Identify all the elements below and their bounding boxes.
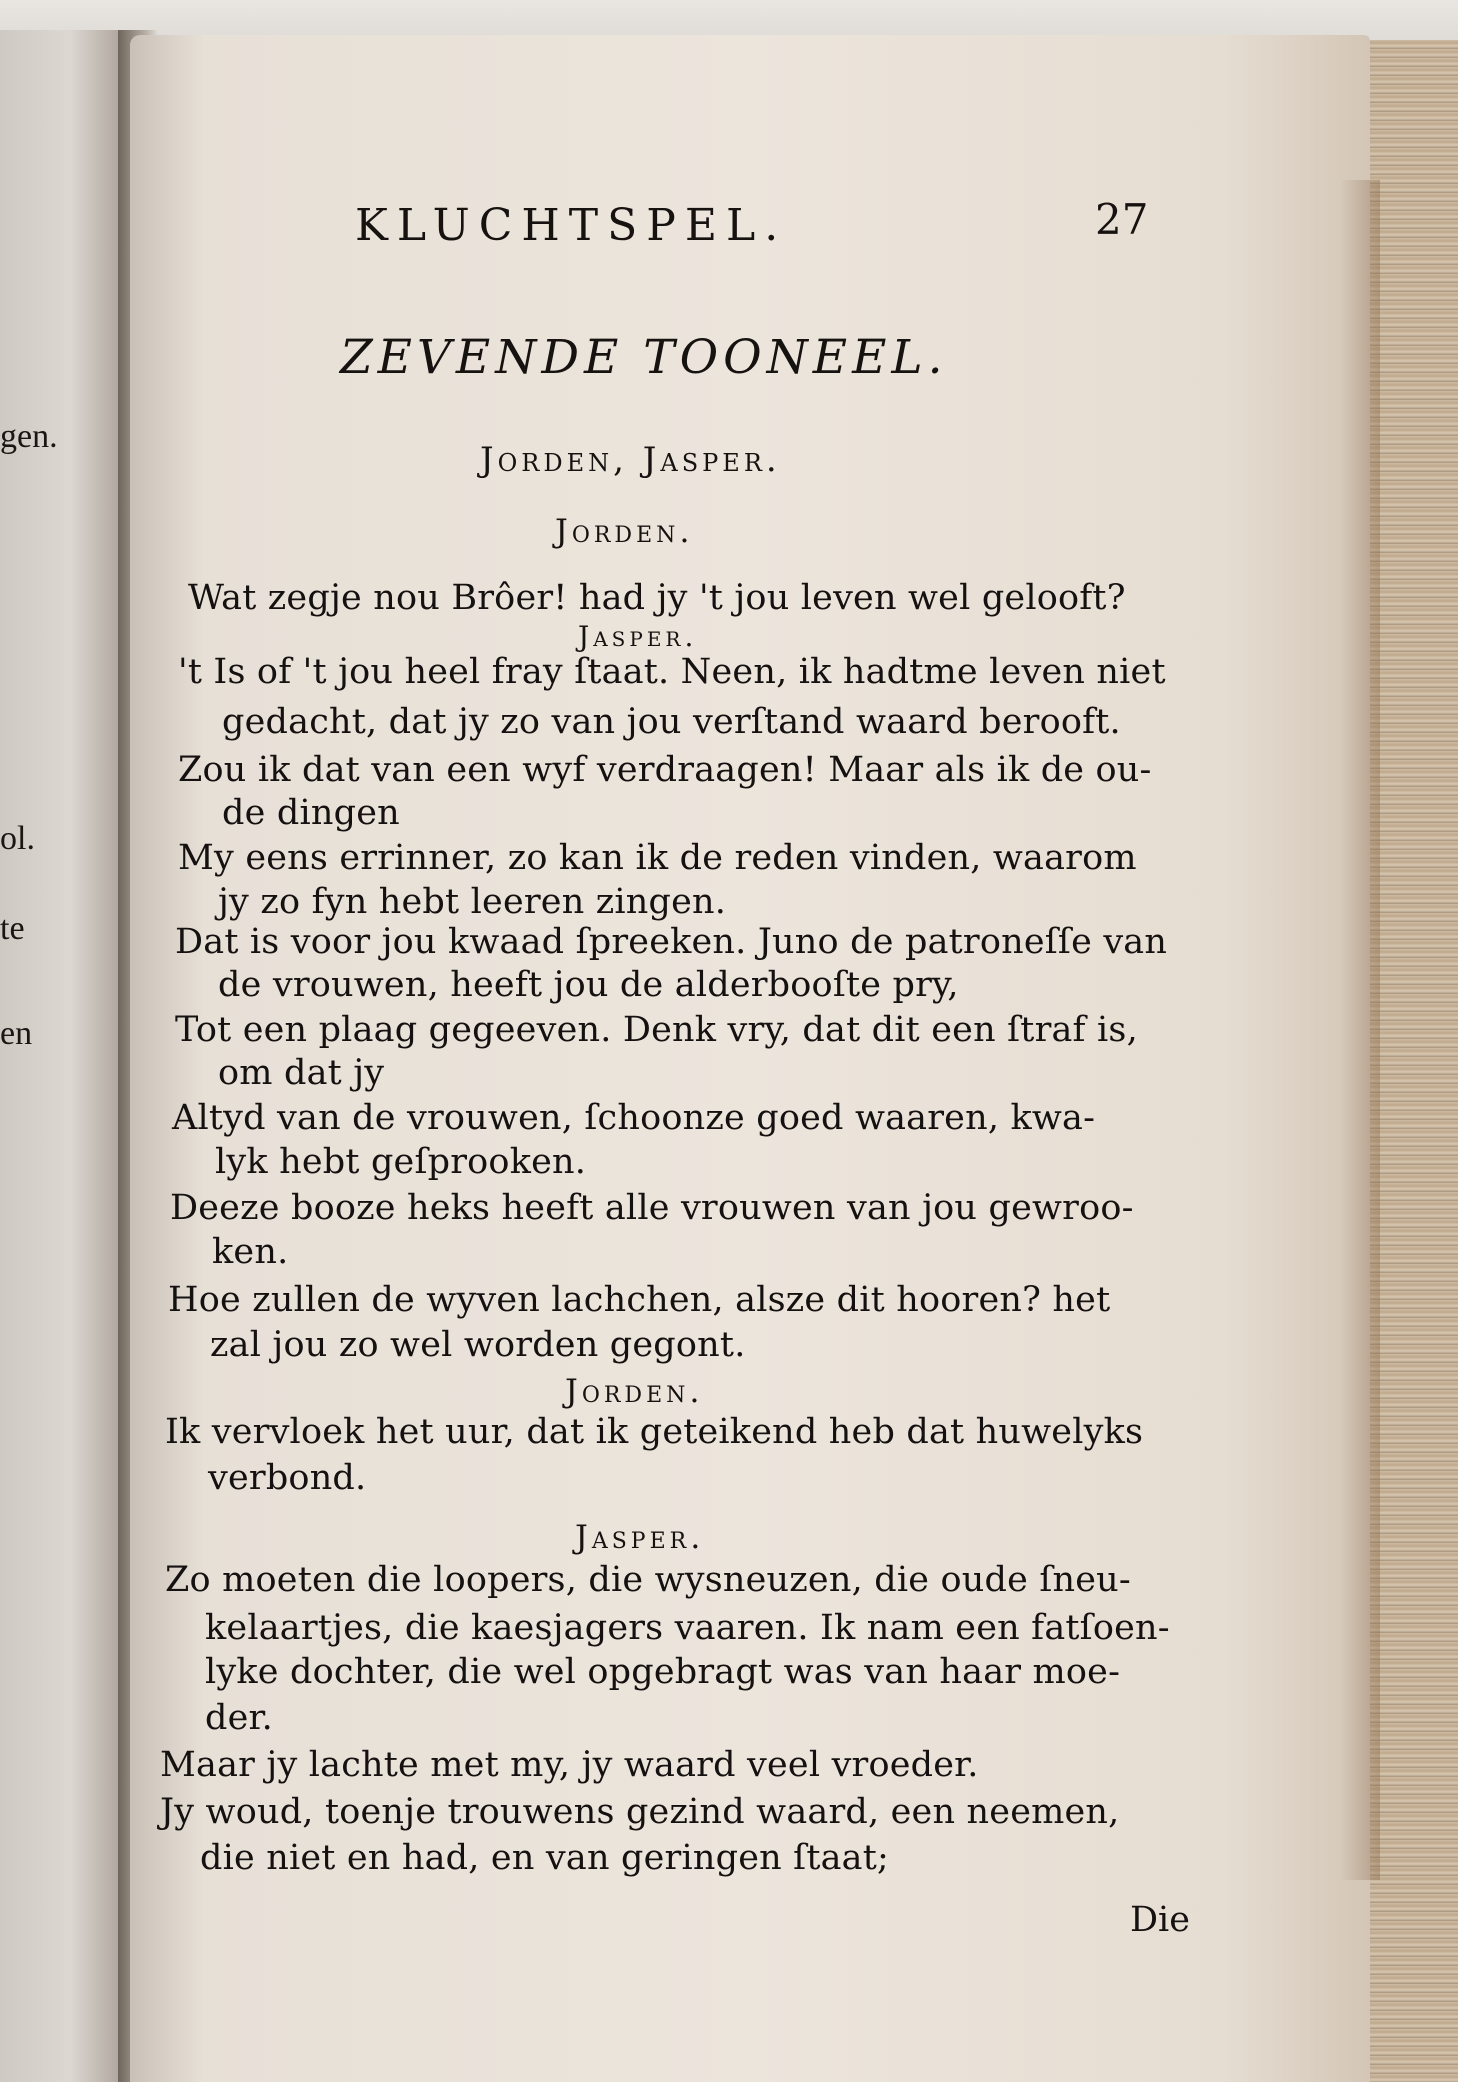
verse-line: de dingen: [222, 793, 400, 833]
verse-line: Jy woud, toenje trouwens gezind waard, een neemen,: [160, 1792, 1120, 1832]
verse-line: Dat is voor jou kwaad ſpreeken. Juno de patroneſſe van: [175, 922, 1168, 962]
left-page-fragment: ol.: [0, 820, 35, 857]
cast-list: Jorden, Jasper.: [480, 440, 781, 480]
verse-line: ken.: [212, 1232, 289, 1272]
verse-line: de vrouwen, heeft jou de alderbooſte pry,: [218, 965, 959, 1005]
verse-line: 't Is of 't jou heel fray ſtaat. Neen, ik hadtme leven niet: [178, 652, 1166, 692]
verse-line: kelaartjes, die kaesjagers vaaren. Ik nam een fatſoen-: [205, 1608, 1170, 1648]
verse-line: om dat jy: [218, 1053, 385, 1093]
speaker-name: Jorden.: [555, 512, 694, 550]
speaker-name: Jasper.: [578, 620, 698, 653]
verse-line: lyk hebt geſprooken.: [215, 1142, 587, 1182]
verse-line: lyke dochter, die wel opgebragt was van haar moe-: [205, 1652, 1121, 1692]
verse-line: der.: [205, 1698, 273, 1738]
verse-line: Hoe zullen de wyven lachchen, alsze dit hooren? het: [168, 1280, 1111, 1320]
verse-line: jy zo fyn hebt leeren zingen.: [218, 882, 727, 922]
verse-line: Deeze booze heks heeft alle vrouwen van jou gewroo-: [170, 1188, 1134, 1228]
left-page-fragment: te: [0, 910, 25, 947]
page-fold-shadow: [1340, 180, 1380, 1880]
verse-line: My eens errinner, zo kan ik de reden vinden, waarom: [178, 838, 1137, 878]
speaker-name: Jasper.: [575, 1518, 705, 1556]
verse-line: zal jou zo wel worden gegont.: [210, 1325, 746, 1365]
catchword: Die: [1130, 1900, 1190, 1940]
verse-line: Altyd van de vrouwen, ſchoonze goed waaren, kwa-: [172, 1098, 1096, 1138]
verse-line: Tot een plaag gegeeven. Denk vry, dat dit een ſtraf is,: [175, 1010, 1138, 1050]
left-page-fragment: gen.: [0, 418, 58, 455]
verse-line: Maar jy lachte met my, jy waard veel vroeder.: [160, 1745, 979, 1785]
speaker-name: Jorden.: [565, 1372, 704, 1410]
verse-line: gedacht, dat jy zo van jou verſtand waard berooft.: [222, 702, 1121, 742]
verse-line: Zo moeten die loopers, die wysneuzen, die oude ſneu-: [165, 1560, 1131, 1600]
verse-line: verbond.: [208, 1458, 367, 1498]
verse-line: Ik vervloek het uur, dat ik geteikend heb dat huwelyks: [165, 1412, 1144, 1452]
page-number: 27: [1095, 195, 1149, 244]
running-title: KLUCHTSPEL.: [355, 200, 788, 251]
left-page-fragment: en: [0, 1015, 33, 1052]
left-page: [0, 30, 128, 2082]
verse-line: Wat zegje nou Brôer! had jy 't jou leven wel gelooft?: [188, 578, 1126, 618]
verse-line: Zou ik dat van een wyf verdraagen! Maar als ik de ou-: [178, 750, 1152, 790]
scene-title: ZEVENDE TOONEEL.: [340, 330, 948, 385]
verse-line: die niet en had, en van geringen ſtaat;: [200, 1838, 889, 1878]
